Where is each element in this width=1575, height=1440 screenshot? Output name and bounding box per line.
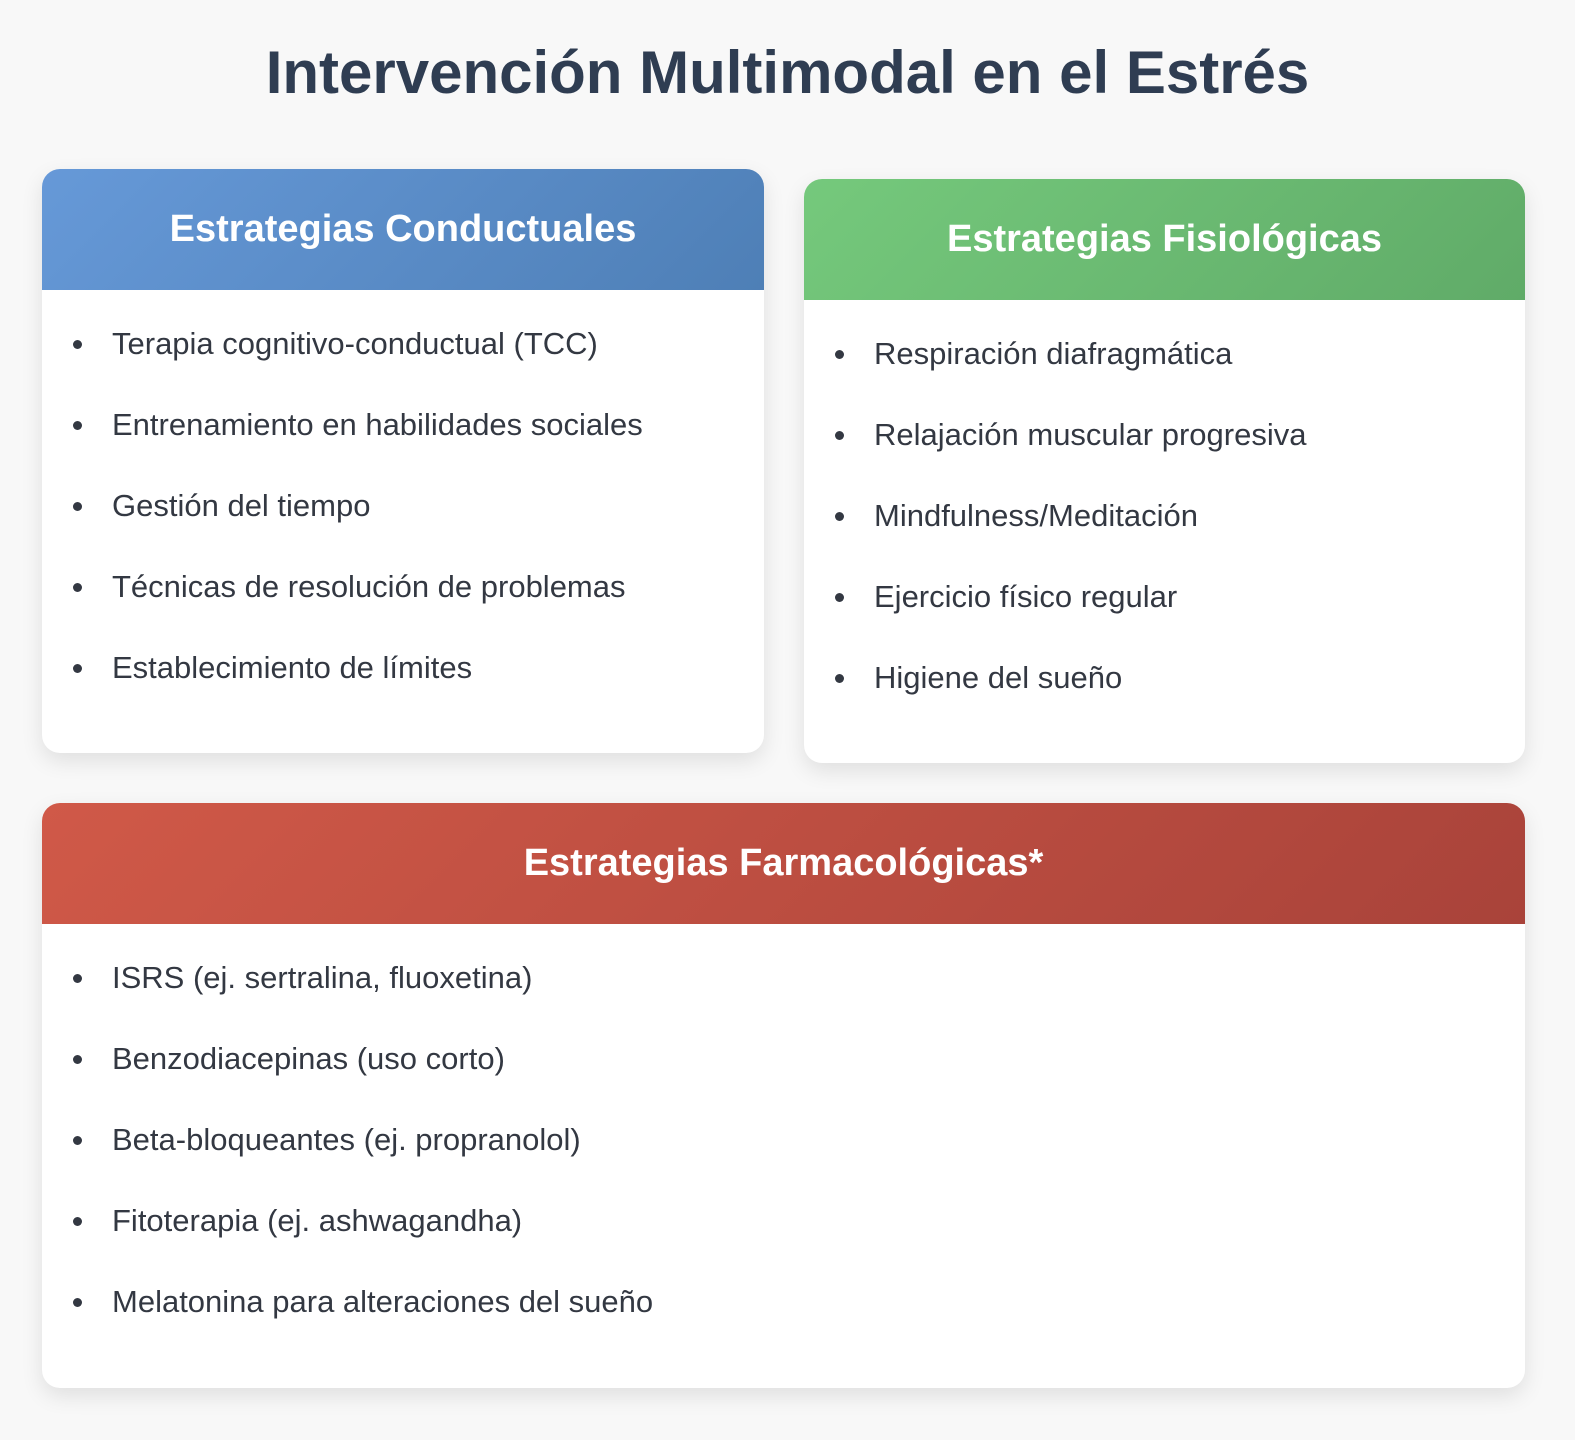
list-item-label: Establecimiento de límites [112, 650, 473, 685]
pharmacological-strategies-card [42, 803, 1525, 1388]
list-item [42, 1102, 1525, 1183]
list-item [42, 468, 764, 549]
list-item-label: Gestión del tiempo [112, 488, 371, 523]
list-item [42, 940, 1525, 1021]
list-item-label: ISRS (ej. sertralina, fluoxetina) [112, 960, 533, 995]
physiological-card-title: Estrategias Fisiológicas [946, 218, 1383, 260]
list-item [804, 316, 1525, 397]
list-item-label: Higiene del sueño [874, 660, 1123, 695]
bullet-icon [835, 350, 844, 359]
list-item-label: Mindfulness/Meditación [874, 498, 1198, 533]
list-item [804, 478, 1525, 559]
bullet-icon [73, 1136, 82, 1145]
bullet-icon [73, 1217, 82, 1226]
list-item-label: Benzodiacepinas (uso corto) [112, 1041, 505, 1076]
behavioral-strategies-card [42, 169, 764, 753]
list-item-label: Relajación muscular progresiva [874, 417, 1307, 452]
behavioral-strategies-list [42, 290, 764, 711]
bullet-icon [73, 421, 82, 430]
list-item-label: Técnicas de resolución de problemas [112, 569, 626, 604]
bullet-icon [835, 431, 844, 440]
bullet-icon [73, 1055, 82, 1064]
bullet-icon [73, 583, 82, 592]
bullet-icon [73, 664, 82, 673]
pharmacological-card-header [42, 803, 1525, 924]
behavioral-card-title: Estrategias Conductuales [169, 208, 637, 250]
pharmacological-strategies-list [42, 924, 1525, 1345]
bullet-icon [73, 502, 82, 511]
list-item [804, 640, 1525, 721]
list-item-label: Respiración diafragmática [874, 336, 1233, 371]
bullet-icon [835, 512, 844, 521]
list-item [804, 559, 1525, 640]
list-item-label: Beta-bloqueantes (ej. propranolol) [112, 1122, 581, 1157]
physiological-strategies-list [804, 300, 1525, 721]
bullet-icon [73, 974, 82, 983]
bullet-icon [835, 674, 844, 683]
bullet-icon [73, 340, 82, 349]
list-item [804, 397, 1525, 478]
bullet-icon [73, 1298, 82, 1307]
pharmacological-card-title: Estrategias Farmacológicas* [523, 842, 1044, 884]
list-item [42, 306, 764, 387]
physiological-card-header [804, 179, 1525, 300]
list-item-label: Terapia cognitivo-conductual (TCC) [112, 326, 598, 361]
list-item-label: Entrenamiento en habilidades sociales [112, 407, 643, 442]
physiological-strategies-card [804, 179, 1525, 763]
list-item [42, 1021, 1525, 1102]
bullet-icon [835, 593, 844, 602]
list-item [42, 387, 764, 468]
list-item-label: Fitoterapia (ej. ashwagandha) [112, 1203, 523, 1238]
list-item [42, 630, 764, 711]
page-title: Intervención Multimodal en el Estrés [265, 39, 1310, 106]
list-item [42, 549, 764, 630]
list-item [42, 1183, 1525, 1264]
behavioral-card-header [42, 169, 764, 290]
list-item-label: Ejercicio físico regular [874, 579, 1178, 614]
list-item [42, 1264, 1525, 1345]
list-item-label: Melatonina para alteraciones del sueño [112, 1284, 654, 1319]
